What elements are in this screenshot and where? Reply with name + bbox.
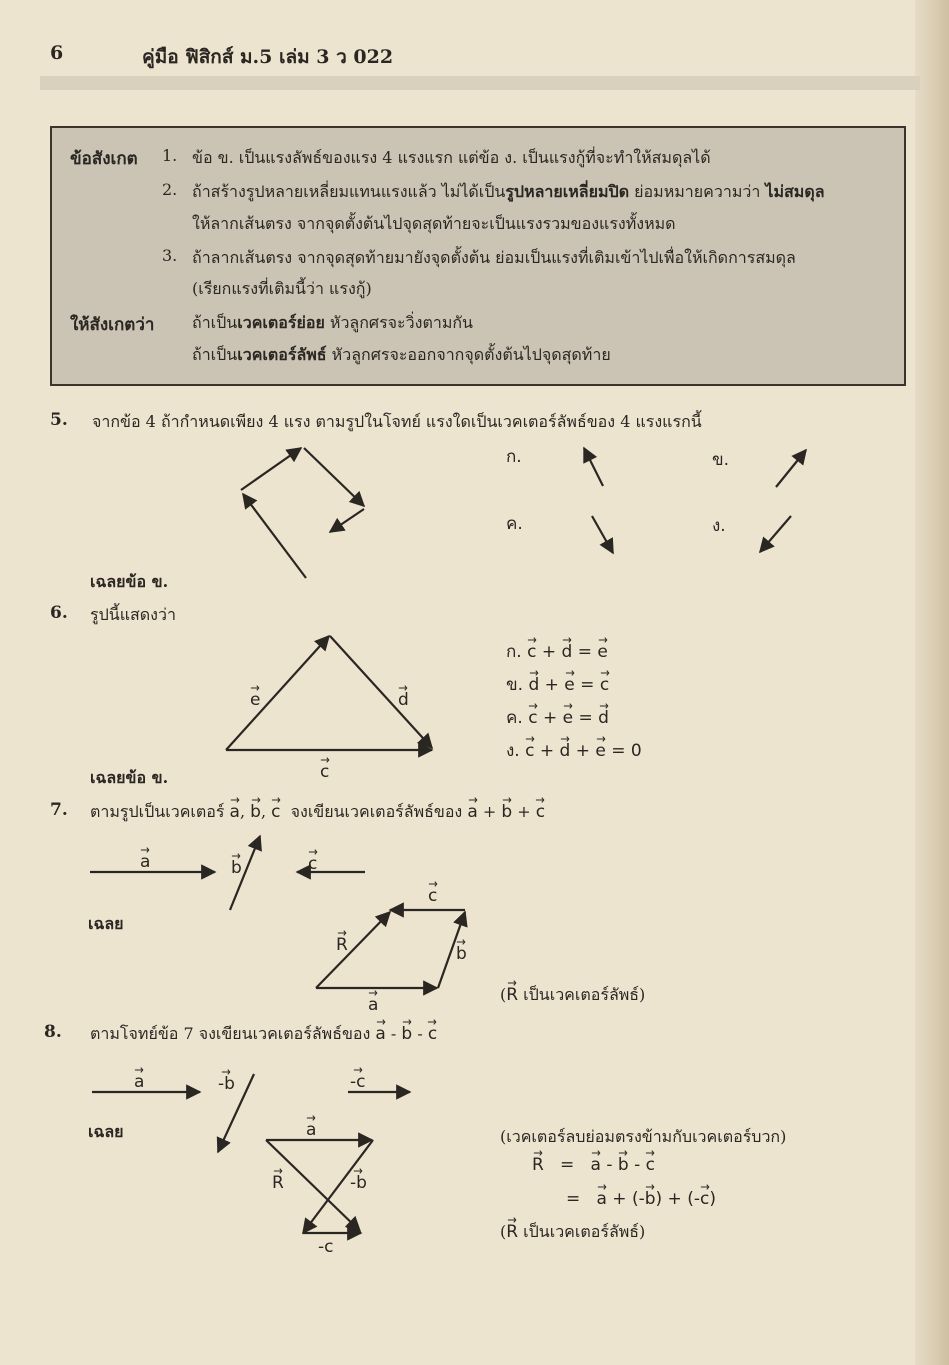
- q8-ans-vector-R: [266, 1140, 360, 1231]
- q8-ans-label-a: → a: [306, 1120, 316, 1140]
- q5-option-c: ค.: [506, 514, 523, 534]
- q5-option-c-arrow: [592, 516, 613, 553]
- note-item-3-line1: ถ้าลากเส้นตรง จากจุดสุดท้ายมายังจุดตั้งต้น ย่อมเป็นแรงที่เติมเข้าไปเพื่อให้เกิดการสมดุล: [192, 248, 796, 267]
- q6-option-a: ก. → c + → d = → e: [506, 638, 608, 665]
- q8-ans-label-neg-c: -c: [318, 1237, 334, 1257]
- q7-label-a: → a: [140, 852, 150, 872]
- q8-eq2: = → a + (-→ b) + (-→ c): [566, 1189, 716, 1209]
- q7-number: 7.: [50, 800, 68, 820]
- note-item-2-line1: ถ้าสร้างรูปหลายเหลี่ยมแทนแรงแล้ว ไม่ได้เป็นรูปหลายเหลี่ยมปิด ย่อมหมายความว่า ไม่สมดุล: [192, 182, 825, 201]
- q5-force-1: [243, 494, 306, 578]
- q5-option-b-arrow: [776, 450, 806, 487]
- q5-answer: เฉลยข้อ ข.: [90, 572, 169, 591]
- q5-force-2: [241, 448, 301, 490]
- page-number: 6: [50, 42, 64, 64]
- q6-label-c: → c: [320, 762, 329, 782]
- q7-ans-vector-b: [438, 912, 465, 988]
- q6-vector-e: [226, 636, 329, 750]
- q5-force-4: [330, 509, 364, 532]
- observe-line-2: ถ้าเป็นเวคเตอร์ลัพธ์ หัวลูกศรจะออกจากจุดตั้งต้นไปจุดสุดท้าย: [192, 345, 611, 364]
- note-item-1-text: ข้อ ข. เป็นแรงลัพธ์ของแรง 4 แรงแรก แต่ข้อ ง. เป็นแรงกู้ที่จะทำให้สมดุลได้: [192, 148, 711, 167]
- q7-answer-diagram: [316, 910, 465, 988]
- q8-ans-label-R: → R: [272, 1173, 284, 1193]
- observe-line-1: ถ้าเป็นเวคเตอร์ย่อย หัวลูกศรจะวิ่งตามกัน: [192, 313, 473, 332]
- q5-option-d: ง.: [712, 516, 726, 536]
- q6-option-c: ค. → c + → e = → d: [506, 704, 609, 731]
- q6-label-e: → e: [250, 690, 260, 710]
- q8-ans-label-neg-b: → -b: [350, 1173, 367, 1193]
- observe-title: ให้สังเกตว่า: [70, 315, 155, 335]
- q8-answer-diagram: [266, 1140, 373, 1233]
- note-item-3-num: 3.: [162, 246, 178, 265]
- q7-text: ตามรูปเป็นเวคเตอร์ → a, → b, → c จงเขียนเวคเตอร์ลัพธ์ของ → a + → b + → c: [90, 800, 545, 825]
- q5-text: จากข้อ 4 ถ้ากำหนดเพียง 4 แรง ตามรูปในโจทย์ แรงใดเป็นเวคเตอร์ลัพธ์ของ 4 แรงแรกนี้: [92, 412, 702, 431]
- q6-label-d: → d: [398, 690, 409, 710]
- q5-number: 5.: [50, 410, 68, 430]
- note-item-1-num: 1.: [162, 146, 178, 165]
- q8-label-a: → a: [134, 1072, 144, 1092]
- q8-label-neg-b: → -b: [218, 1074, 235, 1094]
- q6-triangle: [226, 636, 432, 750]
- q8-explain: (เวคเตอร์ลบย่อมตรงข้ามกับเวคเตอร์บวก): [500, 1127, 787, 1146]
- q6-vector-d: [330, 636, 432, 748]
- q8-answer-label: เฉลย: [88, 1122, 124, 1141]
- q8-note: (→ R เป็นเวคเตอร์ลัพธ์): [500, 1220, 645, 1245]
- note-item-3-line2: (เรียกแรงที่เติมนี้ว่า แรงกู้): [192, 279, 372, 298]
- q5-option-b: ข.: [712, 450, 730, 470]
- q7-ans-label-a: → a: [368, 995, 378, 1015]
- q8-number: 8.: [44, 1022, 62, 1042]
- note-item-2-line2: ให้ลากเส้นตรง จากจุดตั้งต้นไปจุดสุดท้ายจะเป็นแรงรวมของแรงทั้งหมด: [192, 214, 676, 233]
- q7-vector-b: [230, 836, 260, 910]
- q7-label-c: → c: [308, 854, 317, 874]
- q7-answer-label: เฉลย: [88, 914, 124, 933]
- book-title: คู่มือ ฟิสิกส์ ม.5 เล่ม 3 ว 022: [142, 46, 394, 68]
- q6-text: รูปนี้แสดงว่า: [90, 605, 176, 624]
- q7-label-b: → b: [231, 858, 242, 878]
- q7-note: (→ R เป็นเวคเตอร์ลัพธ์): [500, 983, 645, 1008]
- q8-vector-neg-b: [218, 1074, 254, 1152]
- q8-label-neg-c: → -c: [350, 1072, 365, 1092]
- note-item-2-num: 2.: [162, 180, 178, 199]
- note-title: ข้อสังเกต: [70, 149, 138, 169]
- q5-option-d-arrow: [760, 516, 791, 552]
- q6-number: 6.: [50, 603, 68, 623]
- q6-option-d: ง. → c + → d + → e = 0: [506, 737, 642, 764]
- q5-option-a: ก.: [506, 447, 522, 467]
- q6-answer: เฉลยข้อ ข.: [90, 768, 169, 787]
- q5-force-3: [304, 448, 364, 506]
- q7-ans-label-b: → b: [456, 944, 467, 964]
- q5-option-a-arrow: [584, 448, 603, 486]
- q7-ans-label-c: → c: [428, 886, 437, 906]
- q8-text: ตามโจทย์ข้อ 7 จงเขียนเวคเตอร์ลัพธ์ของ → a - → b - → c: [90, 1022, 437, 1047]
- q6-option-b: ข. → d + → e = → c: [506, 671, 609, 698]
- q7-ans-vector-R: [316, 912, 390, 988]
- q8-eq1: → R = → a - → b - → c: [532, 1155, 655, 1175]
- q5-force-polygon: [241, 448, 364, 578]
- q7-ans-label-R: → R: [336, 935, 348, 955]
